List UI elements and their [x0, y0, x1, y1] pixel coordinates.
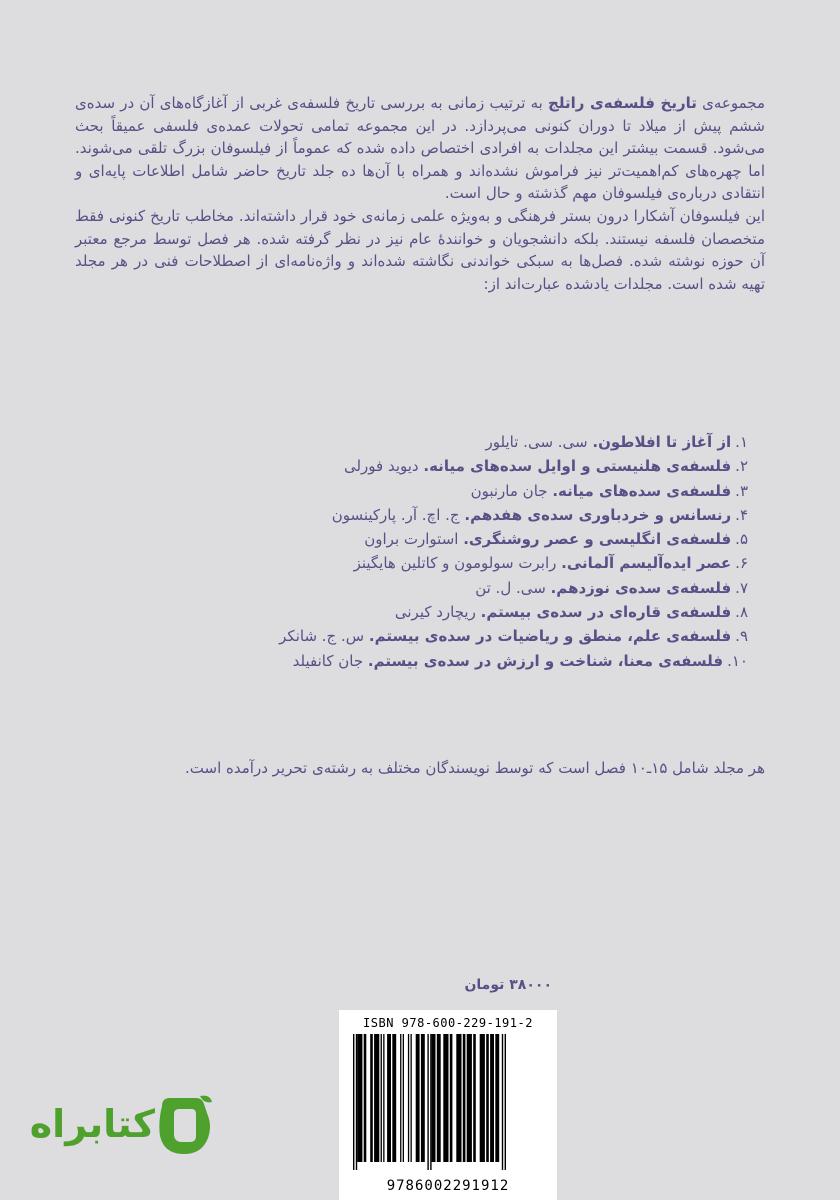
volume-item: [128, 600, 748, 624]
volume-item: [128, 454, 748, 478]
volume-item: [128, 551, 748, 575]
volume-author: س. ج. شانکر: [279, 627, 365, 646]
ketabrah-logo: [29, 1090, 215, 1162]
volume-item: [128, 649, 748, 673]
volume-title: فلسفه‌ی سده‌های میانه.: [552, 481, 732, 500]
volume-author: استوارت براون: [364, 530, 459, 549]
volume-title: از آغاز تا افلاطون.: [592, 433, 732, 451]
series-name: تاریخ فلسفه‌ی راتلج: [548, 94, 697, 112]
volume-author: ریچارد کیرنی: [394, 603, 476, 622]
isbn-digits: 9786002291912: [386, 1178, 510, 1194]
intro-text: [75, 92, 765, 295]
barcode-bars: [351, 1034, 545, 1170]
volume-number: ۱.: [735, 433, 748, 451]
volume-item: [128, 503, 748, 527]
volume-title: فلسفه‌ی سده‌ی نوزدهم.: [550, 578, 732, 597]
volume-item: [128, 624, 748, 648]
volume-author: سی. ل. تن: [475, 578, 546, 597]
intro-prefix: مجموعه‌ی: [702, 94, 765, 112]
volume-author: دیوید فورلی: [343, 457, 419, 476]
volume-item: [128, 479, 748, 503]
volume-item: [128, 527, 748, 551]
volume-number: ۲.: [735, 457, 748, 476]
book-leaf-icon: [152, 1092, 214, 1158]
volume-author: سی. سی. تایلور: [485, 433, 588, 451]
logo-text: کتابراه: [29, 1102, 155, 1146]
chapters-note: هر مجلد شامل ۱۵ـ۱۰ فصل است که توسط نویسندگان مختلف به رشته‌ی تحریر درآمده است.: [185, 759, 765, 777]
volume-number: ۶.: [735, 554, 748, 573]
volume-item: [128, 576, 748, 600]
volume-number: ۵.: [735, 530, 748, 549]
barcode: [339, 1010, 557, 1200]
volume-title: فلسفه‌ی علم، منطق و ریاضیات در سده‌ی بیستم.: [368, 627, 732, 646]
volume-list: [128, 430, 748, 673]
volume-title: فلسفه‌ی هلنیستی و اوایل سده‌های میانه.: [423, 457, 732, 476]
price-label: ۳۸۰۰۰ تومان: [464, 977, 552, 993]
intro-paragraph-2: این فیلسوفان آشکارا درون بستر فرهنگی و به‌ویژه علمی زمانه‌ی خود قرار داشته‌اند. مخاطب تاریخ کنونی فقط متخصصان فلسفه نیستند. بلکه دانشجویان و خوانندهٔ عام نیز در نظر گرفته شده. هر فصل توسط مرجع معتبر آن حوزه نوشته شده. فصل‌ها به سبکی خواندنی نگاشته شده‌اند و واژه‌نامه‌ای از اصطلاحات فنی در هر مجلد تهیه شده است. مجلدات یادشده عبارت‌اند از:: [75, 206, 765, 293]
volume-title: فلسفه‌ی قاره‌ای در سده‌ی بیستم.: [480, 603, 732, 622]
intro-paragraph-1: [75, 92, 765, 205]
volume-title: رنسانس و خردباوری سده‌ی هفدهم.: [464, 505, 732, 524]
volume-author: رابرت سولومون و کاتلین هایگینز: [353, 554, 557, 573]
volume-author: جان مارنبون: [470, 481, 548, 500]
volume-number: ۴.: [735, 505, 748, 524]
volume-number: ۷.: [735, 578, 748, 597]
intro-rest: به ترتیب زمانی به بررسی تاریخ فلسفه‌ی غربی از آغازگاه‌های آن در سده‌ی ششم پیش از میلاد تا دوران کنونی می‌پردازد. در این مجموعه تمامی تحولات عمده‌ی فلسفی عمیقاً بحث می‌شود. قسمت بیشتر این مجلدات به افرادی اختصاص داده شده که عموماً از فیلسوفان بزرگ تلقی می‌شوند. اما چهره‌های کم‌اهمیت‌تر نیز فراموش نشده‌اند و همراه با آن‌ها ده جلد تاریخ حاضر شامل اطلاعات پایه‌ای و انتقادی درباره‌ی فیلسوفان مهم گذشته و حال است.: [75, 94, 765, 203]
volume-item: [128, 430, 748, 454]
volume-number: ۸.: [735, 603, 748, 622]
volume-title: عصر ایده‌آلیسم آلمانی.: [561, 554, 732, 573]
volume-number: ۱۰.: [727, 651, 748, 670]
volume-author: جان کانفیلد: [292, 651, 364, 670]
volume-author: ج. اچ. آر. پارکینسون: [331, 505, 460, 524]
volume-title: فلسفه‌ی معنا، شناخت و ارزش در سده‌ی بیستم.: [367, 651, 724, 670]
volume-title: فلسفه‌ی انگلیسی و عصر روشنگری.: [463, 530, 732, 549]
isbn-label: ISBN 978-600-229-191-2: [363, 1016, 533, 1030]
volume-number: ۳.: [735, 481, 748, 500]
volume-number: ۹.: [735, 627, 748, 646]
